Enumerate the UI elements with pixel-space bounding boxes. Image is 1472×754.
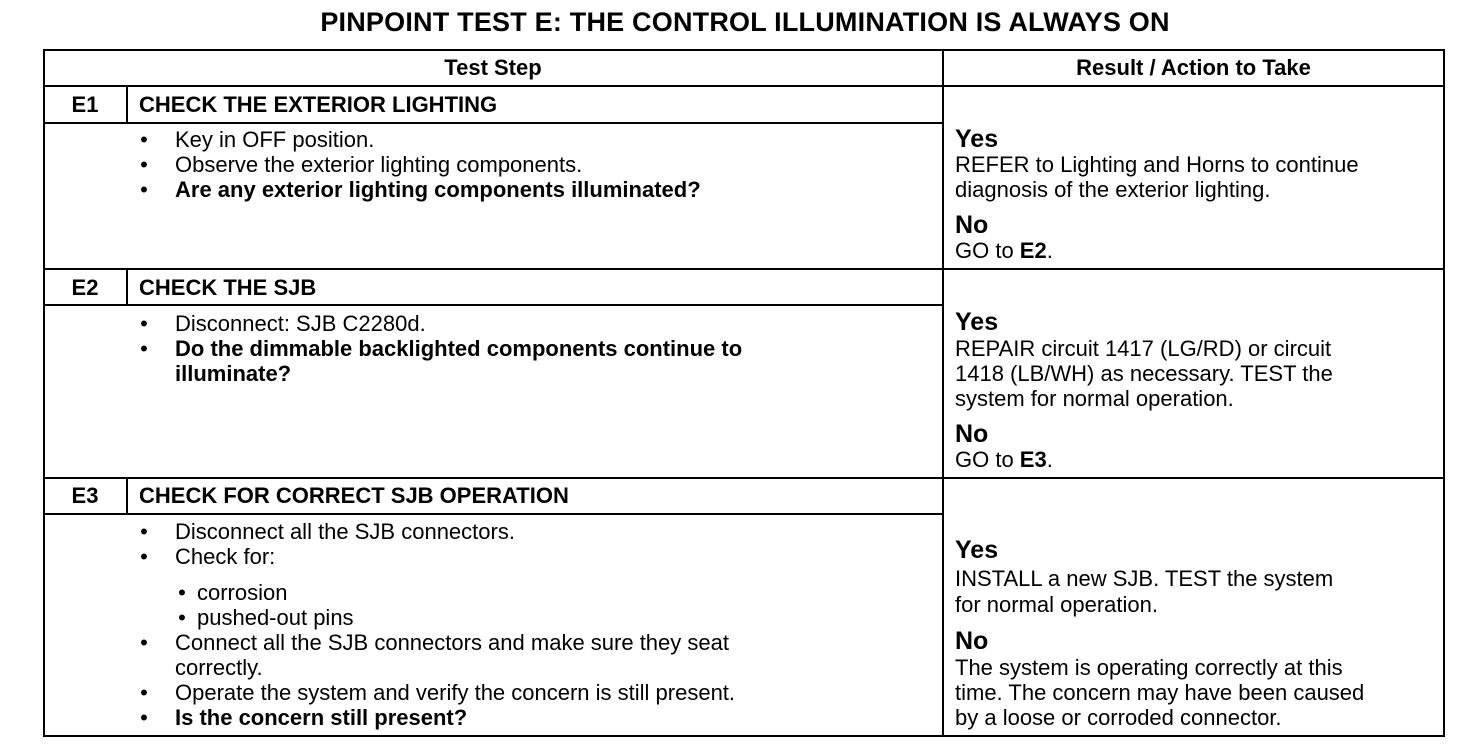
yes-action-line: 1418 (LB/WH) as necessary. TEST the [955,361,1333,386]
step-title: CHECK FOR CORRECT SJB OPERATION [139,483,569,508]
sub-item-text: corrosion [197,580,288,605]
step-id: E2 [71,275,99,300]
bullet-icon: • [140,705,148,730]
no-action-line [955,447,1053,472]
yes-action-line: INSTALL a new SJB. TEST the system [955,566,1334,591]
step-question: illuminate? [175,361,292,386]
bullet-icon: • [140,311,148,336]
bullet-icon: • [140,127,148,152]
yes-action-line: REPAIR circuit 1417 (LG/RD) or circuit [955,336,1332,361]
no-action-suffix: . [1046,238,1053,263]
pinpoint-test-table [43,49,1445,737]
table-border-bottom [43,735,1445,737]
yes-label: Yes [955,125,999,153]
table-border-top [43,49,1445,51]
row-divider [43,513,944,515]
row-divider [43,268,1445,270]
no-action-suffix: . [1046,447,1053,472]
step-instruction: Disconnect all the SJB connectors. [175,519,515,544]
no-action-line: The system is operating correctly at this [955,655,1343,680]
sub-bullet-icon: • [178,580,186,605]
step-title: CHECK THE SJB [139,275,317,300]
yes-label: Yes [955,536,999,564]
row-divider [43,122,944,124]
step-instruction: Connect all the SJB connectors and make sure they seat [175,630,729,655]
step-id: E3 [71,483,99,508]
header-test-step: Test Step [444,55,542,80]
no-action-line: time. The concern may have been caused [955,680,1365,705]
header-divider [43,85,1445,87]
yes-label: Yes [955,308,999,336]
bullet-icon: • [140,630,148,655]
no-label: No [955,420,989,448]
step-instruction: Observe the exterior lighting components. [175,152,583,177]
step-instruction: Operate the system and verify the concern is still present. [175,680,736,705]
header-result-action: Result / Action to Take [1076,55,1311,80]
goto-step-link[interactable]: E3 [1019,447,1047,472]
step-question: Do the dimmable backlighted components continue to [175,336,743,361]
row-divider [43,477,1445,479]
step-question: Are any exterior lighting components illuminated? [175,177,701,202]
yes-action-line: REFER to Lighting and Horns to continue [955,152,1359,177]
no-label: No [955,627,989,655]
yes-action-line: system for normal operation. [955,386,1234,411]
sub-item-text: pushed-out pins [197,605,354,630]
step-title: CHECK THE EXTERIOR LIGHTING [139,92,498,117]
column-divider [942,49,944,737]
step-instruction: Check for: [175,544,276,569]
bullet-icon: • [140,544,148,569]
bullet-icon: • [140,680,148,705]
bullet-icon: • [140,336,148,361]
step-instruction: Key in OFF position. [175,127,375,152]
no-action-line [955,238,1053,263]
bullet-icon: • [140,152,148,177]
yes-action-line: for normal operation. [955,592,1158,617]
yes-action-line: diagnosis of the exterior lighting. [955,177,1271,202]
goto-step-link[interactable]: E2 [1019,238,1047,263]
table-border-left [43,49,45,737]
bullet-icon: • [140,519,148,544]
sub-bullet-icon: • [178,605,186,630]
step-instruction: correctly. [175,655,263,680]
no-action-prefix: GO to [955,447,1020,472]
bullet-icon: • [140,177,148,202]
no-action-line: by a loose or corroded connector. [955,705,1282,730]
step-id: E1 [71,92,99,117]
table-border-right [1443,49,1445,737]
row-divider [43,304,944,306]
no-action-prefix: GO to [955,238,1020,263]
page-title: PINPOINT TEST E: THE CONTROL ILLUMINATION IS ALWAYS ON [320,7,1170,37]
step-question: Is the concern still present? [175,705,468,730]
step-instruction: Disconnect: SJB C2280d. [175,311,426,336]
no-label: No [955,211,989,239]
